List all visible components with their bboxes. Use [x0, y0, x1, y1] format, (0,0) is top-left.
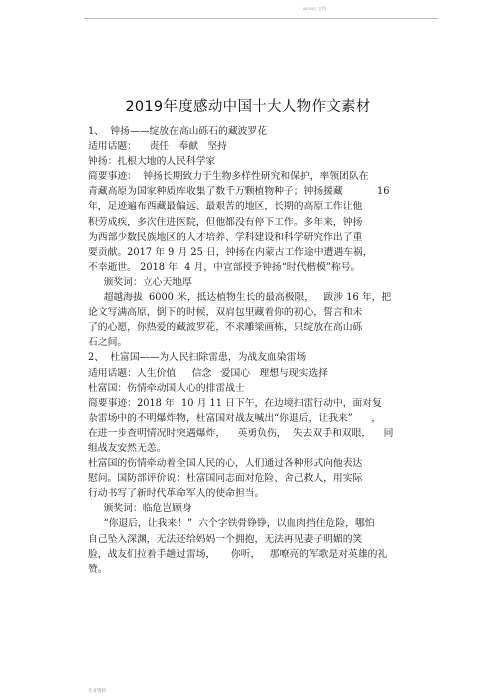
- body-line: 积劳成疾，多次住进医院，但他都没有停下工作。多年来，钟扬: [88, 216, 363, 228]
- document-body: [88, 124, 428, 577]
- footer-watermark: 专业资料: [88, 688, 106, 693]
- body-line: 青藏高原为国家种质库收集了数千万颗植物种子；钟扬援藏 16: [88, 186, 390, 198]
- body-line: 要贡献。2017 年 9 月 25 日，钟扬在内蒙古工作途中遭遇车祸，: [88, 246, 373, 258]
- body-line: 脸，战友们拉着手趟过雷场， 你听， 那嘹亮的军歌是对英雄的礼: [88, 548, 388, 560]
- body-line: 适用话题：人生价值 信念 爱国心 理想与现实选择: [88, 367, 328, 379]
- body-line: 年，足迹遍布西藏最偏远、最艰苦的地区，长期的高原工作让他: [88, 201, 363, 213]
- document-title: 2019年度感动中国十大人物作文素材: [125, 99, 371, 115]
- body-line: 自己坠入深渊，无法还给妈妈一个拥抱，无法再见妻子明媚的笑: [88, 533, 363, 545]
- body-line: “你退后，让我来！” 六个字铁骨铮铮，以血肉挡住危险，哪怕: [88, 518, 375, 530]
- body-line: 适用话题： 责任 奉献 坚持: [88, 141, 227, 153]
- body-line: 赞。: [88, 563, 108, 575]
- body-line: 2、 杜富国——为人民扫除雷患，为战友血染雷场: [88, 352, 307, 364]
- body-line: 杜富国的伤情牵动着全国人民的心，人们通过各种形式向他表达: [88, 458, 363, 470]
- body-line: 石之间。: [88, 337, 128, 349]
- body-line: 论文写满高原，倒下的时候，双肩包里藏着你的初心，誓言和未: [88, 307, 363, 319]
- body-line: 在进一步查明情况时突遇爆炸， 英勇负伤， 失去双手和双眼， 同: [88, 427, 394, 439]
- body-line: 1、 钟扬——绽放在高山砾石的藏波罗花: [88, 126, 268, 137]
- body-line: 组战友安然无恙。: [88, 442, 167, 454]
- body-line: 不幸逝世。 2018 年 4 月，中宣部授予钟扬“时代楷模”称号。: [88, 261, 361, 273]
- body-line: 行动书写了新时代革命军人的使命担当。: [88, 488, 265, 500]
- body-line: 简要事迹： 钟扬长期致力于生物多样性研究和保护，率领团队在: [88, 171, 369, 183]
- header-watermark: WORD 文档: [302, 6, 326, 11]
- body-line: 为西部少数民族地区的人才培养、学科建设和科学研究作出了重: [88, 231, 363, 243]
- body-line: 颁奖词：立心天地厚: [88, 276, 192, 288]
- body-line: 颁奖词：临危岂顾身: [88, 503, 192, 515]
- header-divider: [84, 18, 438, 19]
- body-line: 超越海拔 6000 米，抵达植物生长的最高极限， 跋涉 16 年，把: [88, 292, 392, 304]
- body-line: 简要事迹：2018 年 10 月 11 日下午，在边境扫雷行动中，面对复: [88, 397, 382, 409]
- body-line: 慰问。国防部评价说：杜富国同志面对危险、舍己救人，用实际: [88, 473, 363, 485]
- body-line: 了的心愿，你热爱的藏波罗花，不求雕梁画栋，只绽放在高山砾: [88, 322, 363, 334]
- body-line: 杜富国：伤情牵动国人心的排雷战士: [88, 382, 245, 394]
- body-line: 钟扬：扎根大地的人民科学家: [88, 156, 216, 168]
- body-line: 杂雷场中的不明爆炸物，杜富国对战友喊出“你退后，让我来” ，: [88, 412, 382, 424]
